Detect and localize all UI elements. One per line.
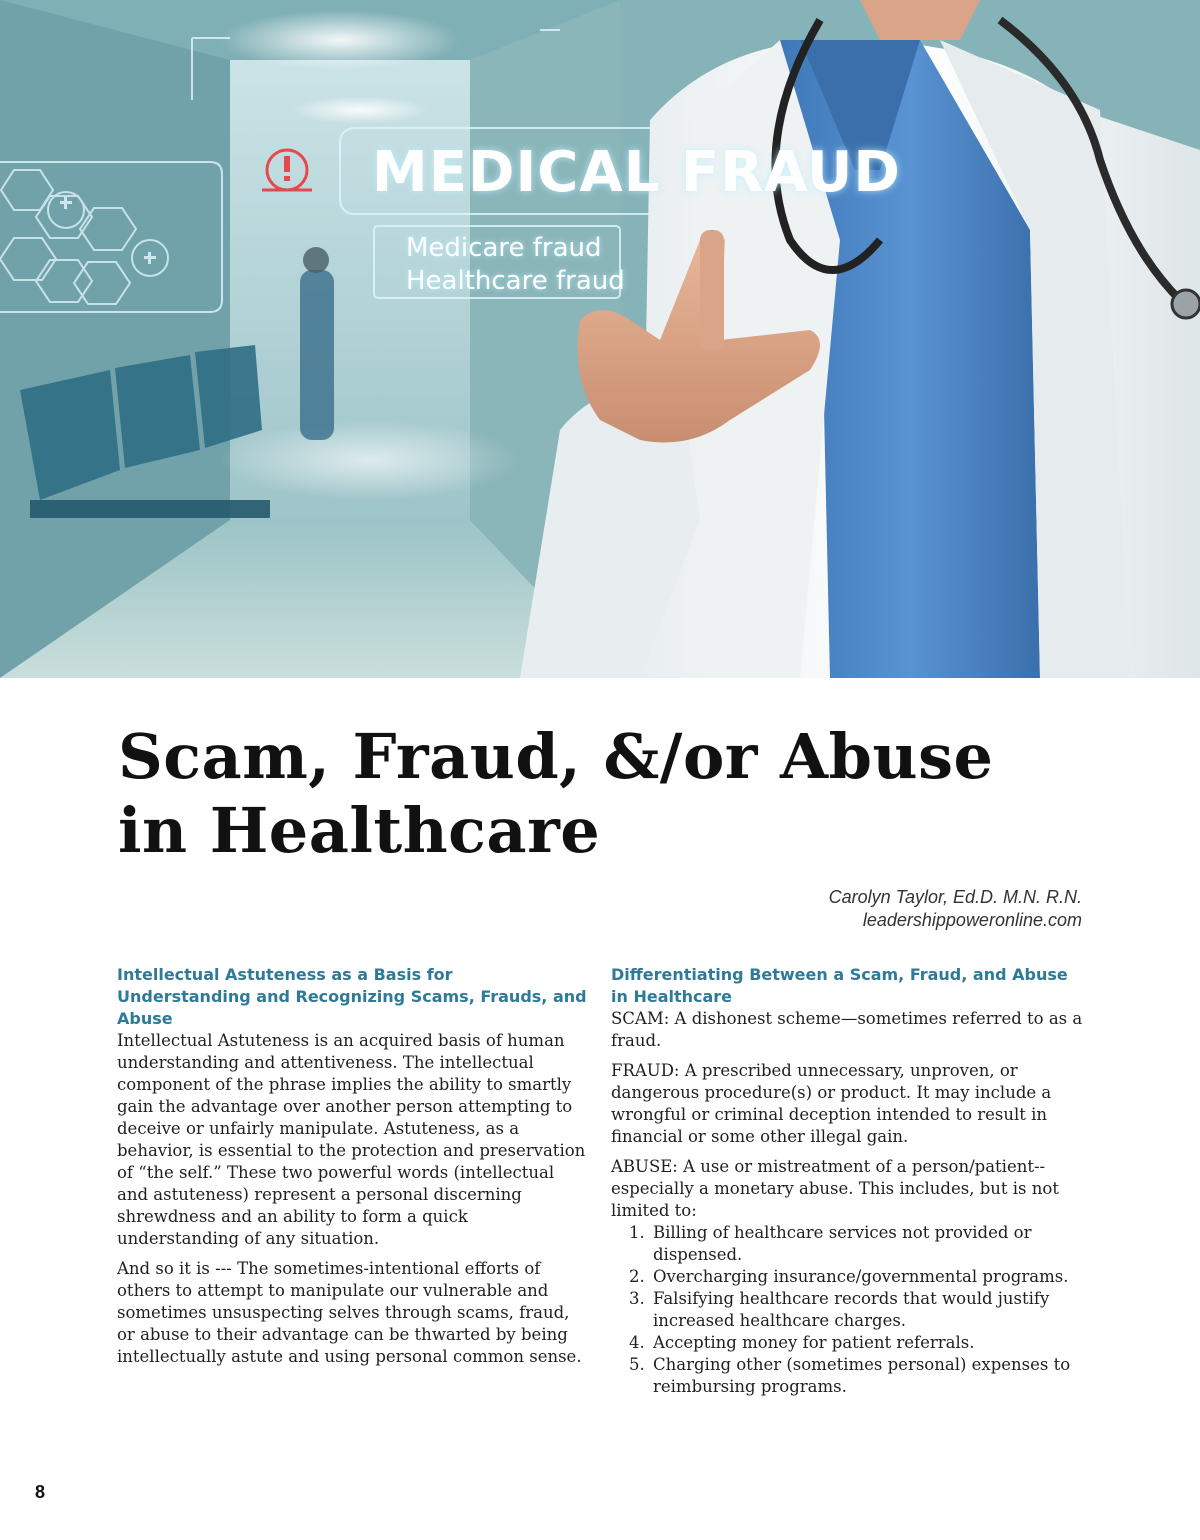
abuse-definition: ABUSE: A use or mistreatment of a person/patient--especially a monetary abuse. This includes, but is not limited to: — [611, 1157, 1059, 1220]
section-heading: Differentiating Between a Scam, Fraud, and Abuse in Healthcare — [611, 965, 1068, 1006]
list-item-text: Overcharging insurance/governmental programs. — [653, 1267, 1069, 1286]
list-number: 4. — [629, 1333, 645, 1352]
byline — [829, 886, 1082, 932]
list-item-text: Charging other (sometimes personal) expenses to reimbursing programs. — [653, 1355, 1071, 1396]
list-item-text: Accepting money for patient referrals. — [653, 1333, 975, 1352]
list-item — [611, 1354, 1089, 1398]
hero-sub-line: Medicare fraud — [406, 233, 602, 263]
body-paragraph: And so it is --- The sometimes-intentional efforts of others to attempt to manipulate our vulnerable and sometimes unsuspecting selves through scams, fraud, or abuse to their advantage can be thwarted by being intellectually astute and using personal common sense. — [117, 1259, 582, 1366]
author-website: leadershippoweronline.com — [862, 910, 1082, 930]
hero-illustration — [0, 0, 1200, 678]
list-item — [611, 1288, 1089, 1332]
right-column — [611, 964, 1089, 1398]
list-item — [611, 1332, 1089, 1354]
list-number: 5. — [629, 1355, 645, 1374]
fraud-definition: FRAUD: A prescribed unnecessary, unproven, or dangerous procedure(s) or product. It may include a wrongful or criminal deception intended to result in financial or some other illegal gain. — [611, 1061, 1052, 1146]
scam-definition: SCAM: A dishonest scheme—sometimes referred to as a fraud. — [611, 1009, 1083, 1050]
hero-image — [0, 0, 1200, 678]
abuse-list — [611, 1222, 1089, 1398]
list-item-text: Falsifying healthcare records that would justify increased healthcare charges. — [653, 1289, 1050, 1330]
article-title — [118, 720, 1078, 868]
list-number: 2. — [629, 1267, 645, 1286]
list-item — [611, 1266, 1089, 1288]
left-column — [117, 964, 587, 1376]
list-item-text: Billing of healthcare services not provided or dispensed. — [653, 1223, 1032, 1264]
author-name: Carolyn Taylor, Ed.D. M.N. R.N. — [828, 887, 1082, 907]
section-heading: Intellectual Astuteness as a Basis for Understanding and Recognizing Scams, Frauds, and Abuse — [117, 965, 587, 1028]
body-paragraph: Intellectual Astuteness is an acquired basis of human understanding and attentiveness. The intellectual component of the phrase implies the ability to smartly gain the advantage over another person attempting to deceive or unfairly manipulate. Astuteness, as a behavior, is essential to the protection and preservation of “the self.” These two powerful words (intellectual and astuteness) represent a personal discerning shrewdness and an ability to form a quick understanding of any situation. — [117, 1031, 586, 1248]
article-title-line: Scam, Fraud, &/or Abuse — [118, 720, 994, 793]
list-number: 3. — [629, 1289, 645, 1308]
hero-sub-line: Healthcare fraud — [406, 266, 625, 296]
article-title-line: in Healthcare — [118, 794, 601, 867]
page-number: 8 — [35, 1482, 46, 1502]
hero-sub-labels — [406, 232, 625, 298]
hero-medical-fraud-label: MEDICAL FRAUD — [372, 140, 901, 205]
list-number: 1. — [629, 1223, 645, 1242]
list-item — [611, 1222, 1089, 1266]
